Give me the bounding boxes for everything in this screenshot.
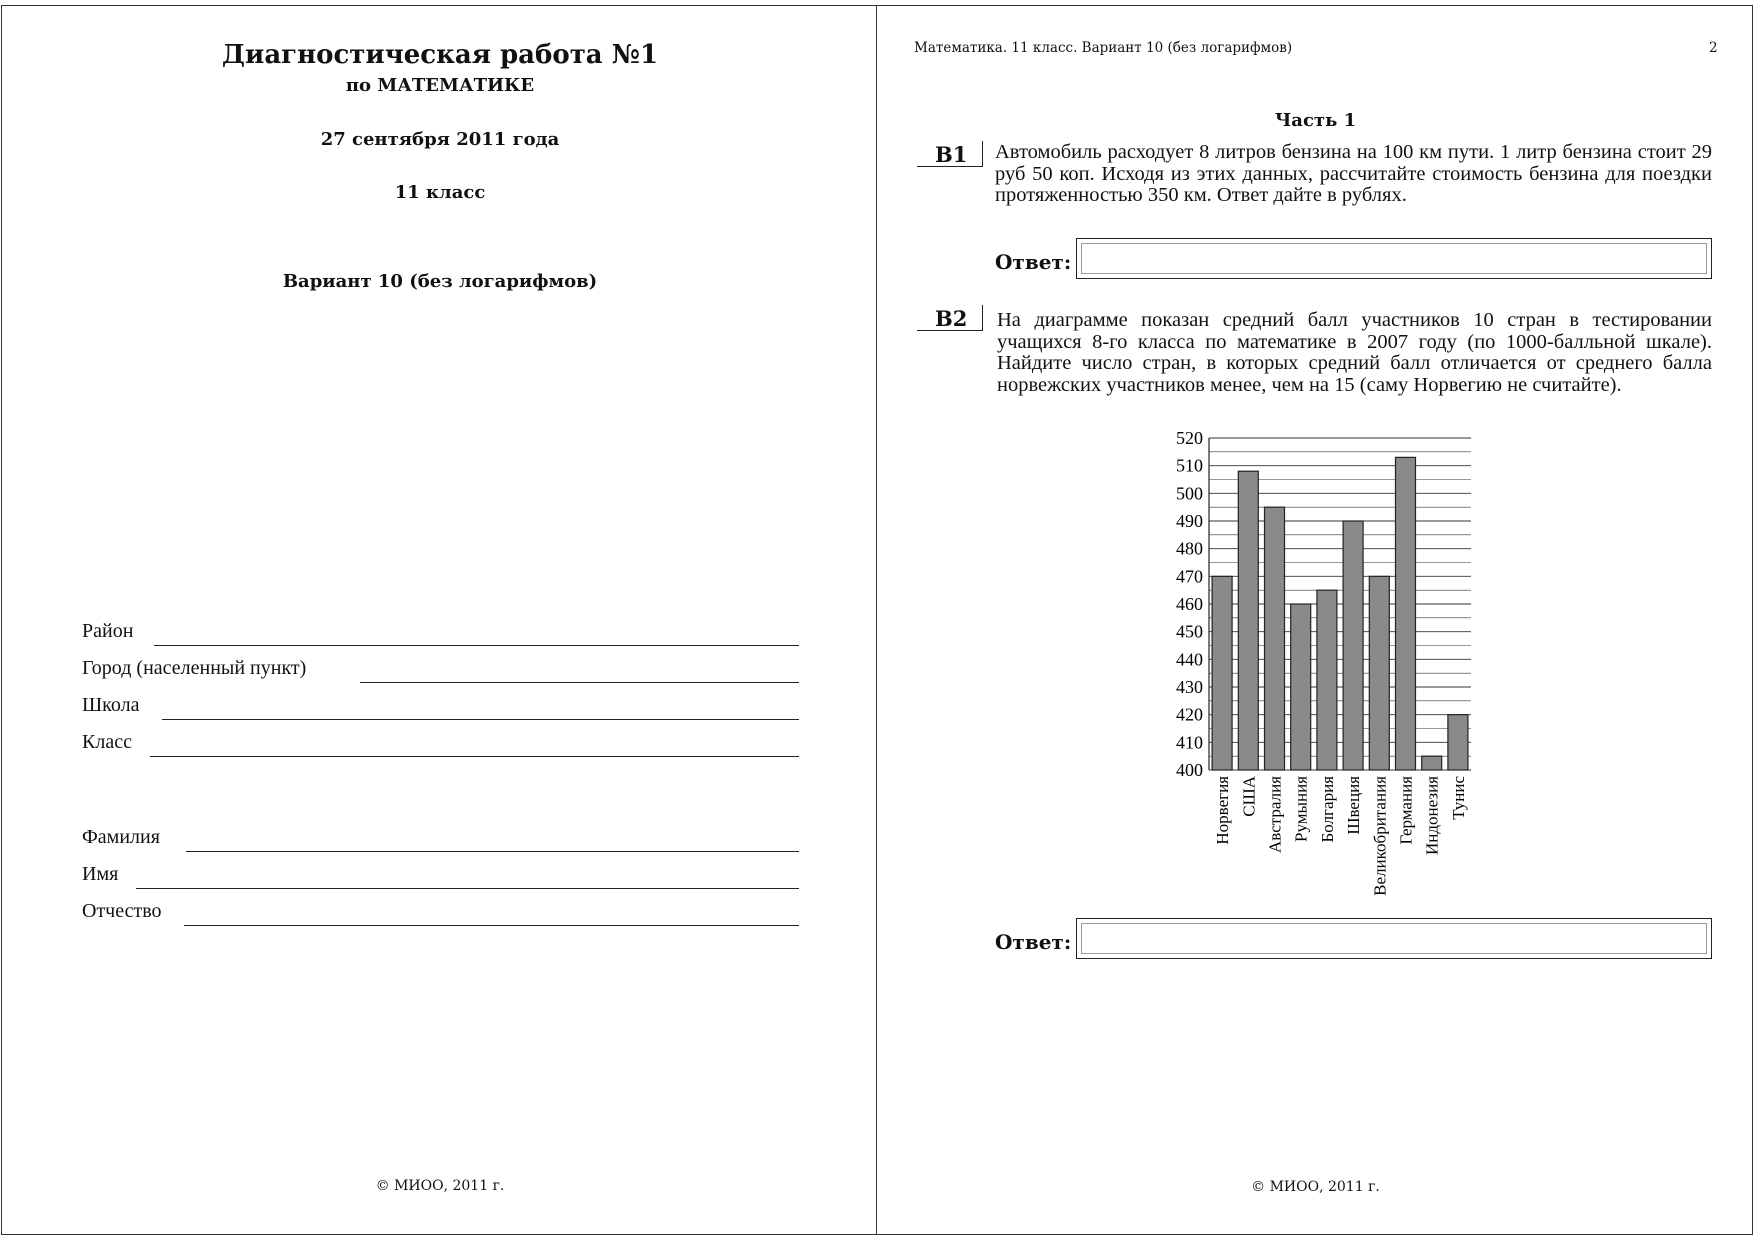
x-category-label: Австралия <box>1265 776 1285 853</box>
y-tick-label: 440 <box>1176 649 1203 670</box>
task-page <box>876 5 1753 1235</box>
label-underline-b2 <box>917 330 982 331</box>
part-title: Часть 1 <box>1274 110 1357 131</box>
running-header: Математика. 11 класс. Вариант 10 (без логарифмов) <box>914 40 1293 56</box>
y-tick-label: 460 <box>1176 594 1203 614</box>
bar-4 <box>1291 604 1311 770</box>
bar-2 <box>1238 471 1258 770</box>
label-divider-b2 <box>982 305 983 331</box>
x-category-label: Швеция <box>1344 776 1364 835</box>
field-label-name: Имя <box>82 863 119 885</box>
x-category-label: США <box>1239 776 1259 817</box>
field-label-class: Класс <box>82 731 132 753</box>
answer-label-b2: Ответ: <box>995 930 1072 954</box>
page-number: 2 <box>1709 40 1718 56</box>
bar-chart <box>1163 424 1493 924</box>
field-line-surname[interactable] <box>186 851 799 852</box>
y-tick-label: 410 <box>1176 732 1203 753</box>
y-tick-label: 400 <box>1176 760 1203 780</box>
x-category-label: Румыния <box>1291 776 1311 842</box>
x-category-label: Тунис <box>1448 776 1468 820</box>
answer-input-b2[interactable] <box>1076 918 1712 959</box>
cover-date: 27 сентября 2011 года <box>320 129 560 150</box>
y-tick-label: 520 <box>1176 428 1203 448</box>
y-tick-label: 430 <box>1176 677 1203 697</box>
cover-grade: 11 класс <box>394 182 486 203</box>
cover-title: Диагностическая работа №1 <box>221 40 659 70</box>
y-tick-label: 420 <box>1176 704 1203 725</box>
bar-7 <box>1369 576 1389 770</box>
question-text-b2: На диаграмме показан средний балл участников 10 стран в тестировании учащихся 8-го класса по математике в 2007 году (по 1000-балльной шкале). Найдите число стран, в которых средний балл отличается от среднего балла норвежских участников менее, чем на 15 (саму Норвегию не считайте). <box>997 309 1712 396</box>
x-category-label: Индонезия <box>1422 776 1442 856</box>
answer-input-b1[interactable] <box>1076 238 1712 279</box>
field-label-patronymic: Отчество <box>82 900 162 922</box>
bar-1 <box>1212 576 1232 770</box>
y-tick-label: 500 <box>1176 483 1203 504</box>
field-line-patronymic[interactable] <box>184 925 799 926</box>
field-line-district[interactable] <box>154 645 799 646</box>
question-label-b2: B2 <box>935 306 968 331</box>
x-category-label: Великобритания <box>1370 776 1390 896</box>
field-line-name[interactable] <box>136 888 799 889</box>
x-category-label: Германия <box>1396 776 1416 845</box>
task-footer: © МИОО, 2011 г. <box>1251 1179 1380 1195</box>
bar-3 <box>1265 507 1285 770</box>
cover-subtitle: по МАТЕМАТИКЕ <box>345 75 535 96</box>
bar-10 <box>1448 715 1468 770</box>
cover-variant: Вариант 10 (без логарифмов) <box>282 271 598 292</box>
question-text-b1: Автомобиль расходует 8 литров бензина на 100 км пути. 1 литр бензина стоит 29 руб 50 коп. Исходя из этих данных, рассчитайте стоимость бензина для поездки протяженностью 350 км. Ответ дайте в рублях. <box>995 141 1712 206</box>
y-tick-label: 480 <box>1176 538 1203 559</box>
label-underline-b1 <box>917 166 982 167</box>
y-tick-label: 470 <box>1176 566 1203 587</box>
field-label-school: Школа <box>82 694 140 716</box>
cover-page <box>1 5 877 1235</box>
answer-label-b1: Ответ: <box>995 250 1072 274</box>
label-divider-b1 <box>982 141 983 167</box>
bar-6 <box>1343 521 1363 770</box>
y-tick-label: 510 <box>1176 455 1203 476</box>
field-label-district: Район <box>82 620 134 642</box>
field-label-city: Город (населенный пункт) <box>82 657 307 679</box>
y-tick-label: 490 <box>1176 511 1203 531</box>
bar-8 <box>1396 457 1416 770</box>
x-category-label: Болгария <box>1317 776 1337 843</box>
x-category-label: Норвегия <box>1213 776 1233 845</box>
field-line-school[interactable] <box>162 719 799 720</box>
field-label-surname: Фамилия <box>82 826 160 848</box>
y-tick-label: 450 <box>1176 621 1203 642</box>
field-line-city[interactable] <box>360 682 799 683</box>
cover-footer: © МИОО, 2011 г. <box>375 1178 505 1194</box>
field-line-class[interactable] <box>150 756 799 757</box>
bar-5 <box>1317 590 1337 770</box>
question-label-b1: B1 <box>935 142 968 167</box>
bar-9 <box>1422 756 1442 770</box>
